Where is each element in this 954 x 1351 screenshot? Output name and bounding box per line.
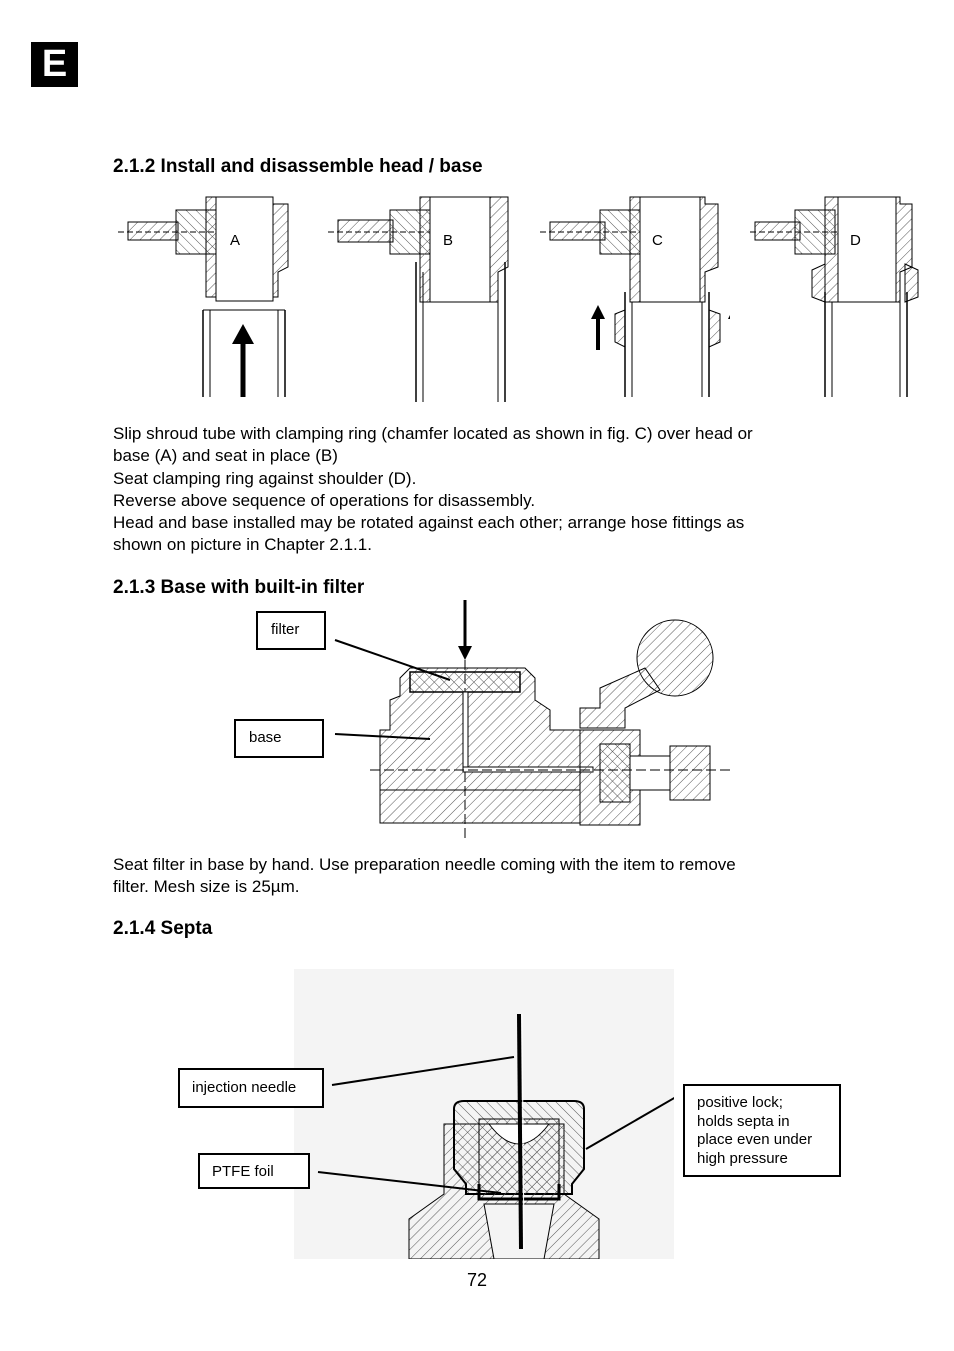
filter-base-drawing (330, 598, 740, 843)
callout-line: holds septa in (697, 1112, 790, 1130)
figure-label-b: B (443, 232, 454, 249)
text-line: Seat filter in base by hand. Use preparation needle coming with the item to remove (113, 855, 736, 874)
text-line: Seat clamping ring against shoulder (D). (113, 468, 417, 488)
injection-needle-callout: injection needle (178, 1068, 324, 1108)
ptfe-foil-callout: PTFE foil (198, 1153, 310, 1189)
callout-line: positive lock; (697, 1094, 783, 1111)
base-callout: base (234, 719, 324, 758)
figure-b (328, 192, 528, 407)
section-heading-2-1-3: 2.1.3 Base with built-in filter (113, 577, 365, 598)
positive-lock-callout (683, 1084, 841, 1177)
text-line: filter. Mesh size is 25µm. (113, 877, 300, 897)
section-heading-2-1-2: 2.1.2 Install and disassemble head / base (113, 156, 483, 177)
figure-label-d: D (850, 232, 861, 249)
text-line: base (A) and seat in place (B) (113, 446, 338, 466)
callout-line: place even under (697, 1131, 813, 1148)
section-heading-2-1-4: 2.1.4 Septa (113, 918, 213, 939)
page-number: 72 (466, 1270, 488, 1290)
figure-d (750, 192, 922, 402)
callout-line: high pressure (697, 1149, 788, 1167)
install-instructions (113, 423, 873, 557)
figure-label-a: A (230, 232, 241, 249)
text-line: Head and base installed may be rotated against each other; arrange hose fittings as (113, 513, 745, 533)
figure-a (118, 192, 303, 402)
language-badge: E (31, 42, 78, 87)
septa-drawing (294, 969, 674, 1259)
figure-label-c: C (652, 232, 663, 249)
filter-instructions (113, 854, 873, 899)
filter-callout: filter (256, 611, 326, 650)
figure-c (540, 192, 730, 402)
text-line: Reverse above sequence of operations for disassembly. (113, 490, 536, 510)
text-line: shown on picture in Chapter 2.1.1. (113, 535, 372, 555)
text-line: Slip shroud tube with clamping ring (chamfer located as shown in fig. C) over head or (113, 424, 753, 443)
